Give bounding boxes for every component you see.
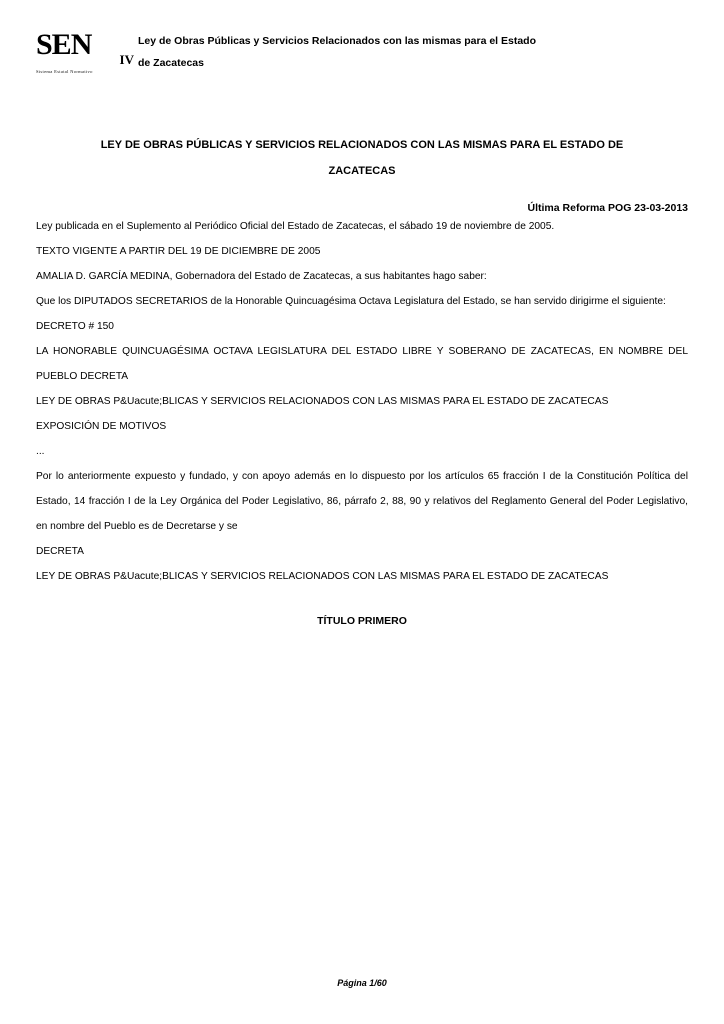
validity-note: TEXTO VIGENTE A PARTIR DEL 19 DE DICIEMBRE DE 2005 — [36, 246, 321, 257]
header-title — [132, 28, 688, 74]
legislature-statement: LA HONORABLE QUINCUAGÉSIMA OCTAVA LEGISLATURA DEL ESTADO LIBRE Y SOBERANO DE ZACATECAS, EN NOMBRE DEL PUEBLO DECRETA — [36, 346, 688, 382]
foundation-paragraph: Por lo anteriormente expuesto y fundado, y con apoyo además en lo dispuesto por los artículos 65 fracción I de la Constitución Política del Estado, 14 fracción I de la Ley Orgánica del Poder Legislativo, 86, párrafo 2, 88, 90 y relativos del Reglamento General del Poder Legislativo, en nombre del Pueblo es de Decretarse y se — [36, 471, 688, 532]
titulo-primero-heading: TÍTULO PRIMERO — [317, 615, 407, 627]
page-footer: Página 1/60 — [337, 978, 387, 988]
logo-brand-text: SEN — [36, 28, 92, 61]
exposicion-heading: EXPOSICIÓN DE MOTIVOS — [36, 421, 167, 432]
logo-badge: IV — [119, 52, 134, 67]
decreta-heading: DECRETA — [36, 546, 84, 557]
ellipsis-text: ... — [36, 446, 45, 457]
governor-statement: AMALIA D. GARCÍA MEDINA, Gobernadora del Estado de Zacatecas, a sus habitantes hago saber: — [36, 271, 487, 282]
document-header — [0, 0, 724, 74]
page-title — [64, 132, 660, 184]
page-title-line2: ZACATECAS — [328, 165, 396, 177]
reform-note: Última Reforma POG 23-03-2013 — [527, 202, 688, 214]
document-body — [0, 132, 724, 627]
publication-note: Ley publicada en el Suplemento al Periódico Oficial del Estado de Zacatecas, el sábado 19 de noviembre de 2005. — [36, 221, 555, 232]
page-title-line1: LEY DE OBRAS PÚBLICAS Y SERVICIOS RELACIONADOS CON LAS MISMAS PARA EL ESTADO DE — [100, 139, 624, 151]
seal-icon — [36, 30, 132, 68]
logo-subtitle: Sistema Estatal Normativo — [36, 69, 93, 74]
law-name-second: LEY DE OBRAS P&Uacute;BLICAS Y SERVICIOS RELACIONADOS CON LAS MISMAS PARA EL ESTADO DE ZACATECAS — [36, 571, 609, 582]
logo — [36, 30, 132, 74]
header-title-line2: de Zacatecas — [138, 57, 204, 69]
decree-number: DECRETO # 150 — [36, 321, 114, 332]
header-title-line1: Ley de Obras Públicas y Servicios Relacionados con las mismas para el Estado — [138, 35, 537, 47]
deputies-statement: Que los DIPUTADOS SECRETARIOS de la Honorable Quincuagésima Octava Legislatura del Estado, se han servido dirigirme el siguiente: — [36, 296, 666, 307]
law-name-first: LEY DE OBRAS P&Uacute;BLICAS Y SERVICIOS RELACIONADOS CON LAS MISMAS PARA EL ESTADO DE ZACATECAS — [36, 396, 609, 407]
